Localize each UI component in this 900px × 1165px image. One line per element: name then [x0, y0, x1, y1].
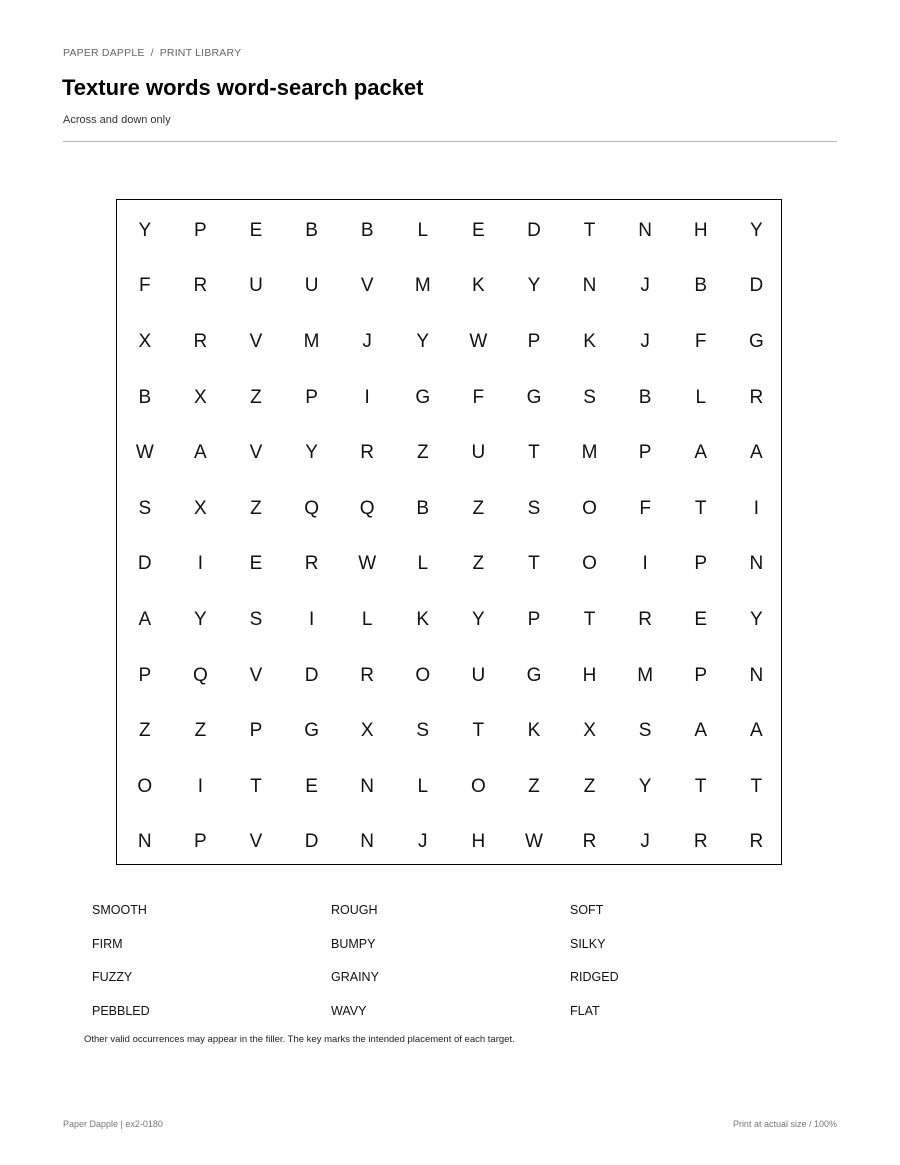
grid-letter: D [749, 275, 764, 297]
grid-letter: N [360, 831, 375, 853]
grid-letter: B [694, 275, 708, 297]
word-list-item: FUZZY [92, 970, 133, 984]
grid-letter: R [749, 386, 764, 408]
grid-letter: I [197, 553, 204, 575]
grid-letter: T [694, 775, 707, 797]
grid-letter: N [360, 775, 375, 797]
grid-letter: K [416, 608, 430, 630]
grid-letter: F [472, 386, 485, 408]
grid-letter: Z [528, 775, 540, 797]
grid-letter: V [249, 664, 263, 686]
grid-letter: Y [749, 219, 763, 241]
grid-letter: K [583, 330, 596, 352]
grid-letter: Z [250, 497, 262, 519]
grid-letter: Q [304, 497, 319, 519]
grid-letter: Y [638, 775, 652, 797]
grid-letter: R [749, 831, 764, 853]
grid-letter: Y [527, 275, 541, 297]
grid-letter: I [364, 386, 370, 408]
grid-letter: O [137, 775, 153, 797]
grid-letter: N [749, 553, 764, 575]
grid-letter: P [638, 442, 652, 464]
grid-letter: T [694, 497, 707, 519]
puzzle-grid-frame [116, 199, 782, 865]
grid-letter: S [638, 720, 652, 742]
grid-letter: S [138, 497, 152, 519]
grid-letter: B [305, 219, 318, 241]
page-title: Texture words word-search packet [62, 75, 424, 100]
grid-letter: T [583, 219, 596, 241]
grid-letter: J [640, 831, 650, 853]
grid-letter: W [358, 553, 377, 575]
grid-letter: W [469, 330, 488, 352]
grid-letter: G [304, 720, 319, 742]
word-list-item: FIRM [92, 936, 123, 951]
letter-grid [117, 203, 780, 870]
grid-letter: X [138, 330, 152, 352]
grid-letter: L [417, 219, 429, 241]
grid-letter: D [527, 219, 541, 241]
grid-letter: Z [583, 775, 596, 797]
grid-letter: Z [138, 720, 151, 742]
breadcrumb-section: PRINT LIBRARY [159, 47, 242, 59]
grid-letter: G [526, 386, 542, 408]
grid-letter: Y [305, 442, 318, 464]
word-list-item: FLAT [570, 1003, 600, 1018]
grid-letter: M [303, 330, 320, 352]
grid-letter: L [695, 386, 707, 408]
breadcrumb-site: PAPER DAPPLE [63, 47, 145, 59]
grid-letter: J [640, 330, 650, 352]
grid-letter: X [194, 497, 207, 519]
grid-letter: I [197, 775, 204, 797]
footer-source: Paper Dapple | ex2-0180 [63, 1119, 163, 1129]
grid-letter: G [526, 664, 542, 686]
grid-letter: F [138, 275, 151, 297]
grid-letter: P [694, 664, 708, 686]
grid-letter: L [417, 775, 429, 797]
grid-letter: X [194, 386, 207, 408]
grid-letter: E [249, 553, 263, 575]
grid-letter: Y [416, 330, 430, 352]
grid-letter: V [249, 330, 263, 352]
grid-letter: S [416, 720, 430, 742]
grid-letter: Q [193, 664, 208, 686]
grid-letter: D [304, 664, 319, 686]
grid-letter: L [417, 553, 429, 575]
grid-letter: R [582, 831, 597, 853]
word-list-item: ROUGH [331, 903, 378, 917]
breadcrumb [63, 47, 241, 59]
grid-letter: B [360, 219, 374, 241]
word-list-item: WAVY [331, 1003, 367, 1018]
grid-letter: E [472, 219, 485, 241]
grid-letter: S [249, 608, 263, 630]
word-list-item: GRAINY [331, 970, 379, 984]
grid-letter: R [193, 275, 208, 297]
footer-print-instruction: Print at actual size / 100% [732, 1119, 837, 1129]
grid-letter: I [753, 497, 759, 519]
grid-letter: A [749, 720, 763, 742]
grid-letter: A [694, 442, 708, 464]
grid-letter: P [527, 608, 541, 630]
word-list-item: SMOOTH [92, 903, 147, 917]
grid-letter: I [642, 553, 648, 575]
grid-letter: T [750, 775, 763, 797]
grid-letter: S [527, 497, 541, 519]
breadcrumb-separator: / [150, 47, 154, 59]
grid-letter: H [471, 831, 486, 853]
word-list-item: BUMPY [331, 936, 376, 951]
word-list-item: SILKY [570, 936, 606, 951]
grid-letter: U [471, 442, 486, 464]
grid-letter: S [583, 386, 596, 408]
grid-letter: H [582, 664, 597, 686]
grid-letter: V [249, 831, 263, 853]
grid-letter: H [693, 219, 708, 241]
grid-letter: K [527, 720, 541, 742]
grid-letter: T [250, 775, 262, 797]
grid-letter: Z [416, 442, 429, 464]
placement-note: Other valid occurrences may appear in the filler. The key marks the intended placement of each target. [84, 1034, 515, 1045]
grid-letter: M [414, 275, 431, 297]
grid-letter: R [193, 330, 208, 352]
grid-letter: W [135, 442, 154, 464]
grid-letter: P [305, 386, 318, 408]
grid-letter: E [249, 219, 263, 241]
word-list-item: SOFT [570, 903, 604, 917]
grid-letter: J [640, 275, 650, 297]
grid-letter: Z [472, 497, 485, 519]
grid-letter: U [249, 275, 263, 297]
grid-letter: U [471, 664, 486, 686]
grid-letter: R [693, 831, 708, 853]
grid-letter: Y [472, 608, 485, 630]
grid-letter: L [361, 608, 373, 630]
grid-letter: O [582, 553, 597, 575]
grid-letter: A [194, 442, 207, 464]
grid-letter: P [194, 831, 207, 853]
grid-letter: D [137, 553, 152, 575]
grid-letter: V [249, 442, 263, 464]
grid-letter: B [138, 386, 152, 408]
grid-letter: G [748, 330, 764, 352]
grid-letter: P [138, 664, 152, 686]
grid-letter: R [360, 664, 375, 686]
page-subtitle: Across and down only [63, 114, 171, 126]
grid-letter: E [694, 608, 708, 630]
grid-letter: A [749, 442, 763, 464]
grid-letter: B [638, 386, 652, 408]
word-list-item: RIDGED [570, 970, 619, 984]
grid-letter: A [694, 720, 708, 742]
grid-letter: J [418, 831, 428, 853]
grid-letter: W [524, 831, 543, 853]
grid-letter: R [304, 553, 319, 575]
grid-letter: N [749, 664, 764, 686]
grid-letter: Y [749, 608, 763, 630]
grid-letter: B [416, 497, 430, 519]
grid-letter: T [583, 608, 596, 630]
grid-letter: N [137, 831, 152, 853]
grid-letter: F [694, 330, 707, 352]
grid-letter: N [582, 275, 597, 297]
grid-letter: K [472, 275, 485, 297]
grid-letter: P [527, 330, 541, 352]
grid-letter: A [138, 608, 152, 630]
grid-letter: N [638, 219, 652, 241]
grid-letter: Z [194, 720, 207, 742]
grid-letter: X [360, 720, 374, 742]
grid-letter: P [249, 720, 263, 742]
header-divider [63, 141, 837, 142]
grid-letter: E [305, 775, 318, 797]
grid-letter: M [637, 664, 654, 686]
grid-letter: T [528, 553, 540, 575]
grid-letter: V [360, 275, 374, 297]
grid-letter: T [472, 720, 485, 742]
grid-letter: J [362, 330, 372, 352]
grid-letter: Y [194, 608, 207, 630]
grid-letter: P [694, 553, 708, 575]
grid-letter: O [415, 664, 431, 686]
word-list-item: PEBBLED [92, 1003, 150, 1018]
grid-letter: Y [138, 219, 152, 241]
grid-letter: M [581, 442, 598, 464]
grid-letter: U [304, 275, 319, 297]
grid-letter: I [308, 608, 315, 630]
grid-letter: D [304, 831, 319, 853]
grid-letter: R [638, 608, 652, 630]
grid-letter: Z [472, 553, 485, 575]
grid-letter: X [583, 720, 596, 742]
grid-letter: O [582, 497, 597, 519]
grid-letter: Q [359, 497, 375, 519]
word-list [92, 903, 812, 1037]
grid-letter: T [528, 442, 540, 464]
grid-letter: O [470, 775, 486, 797]
grid-letter: Z [250, 386, 262, 408]
grid-letter: P [194, 219, 207, 241]
grid-letter: R [360, 442, 375, 464]
grid-letter: F [639, 497, 651, 519]
grid-letter: G [415, 386, 431, 408]
